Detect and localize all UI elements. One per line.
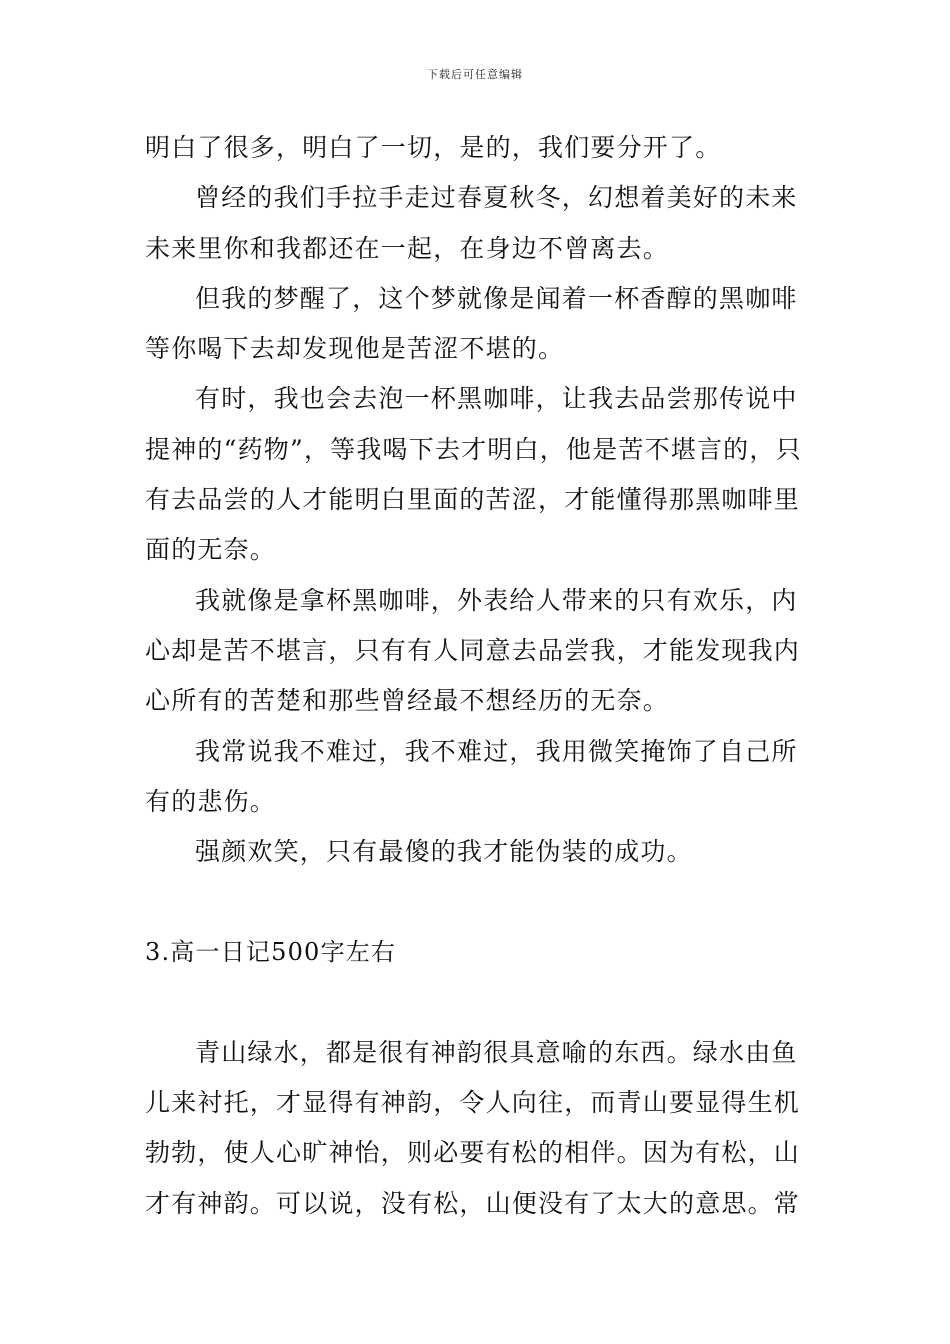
paragraph: 强颜欢笑，只有最傻的我才能伪装的成功。 <box>195 837 693 867</box>
document-body <box>145 123 810 1229</box>
paragraph: 我常说我不难过，我不难过，我用微笑掩饰了自己所有的悲伤。 <box>145 736 798 816</box>
section-heading: 3.高一日记500字左右 <box>145 938 397 967</box>
paragraph: 明白了很多，明白了一切，是的，我们要分开了。 <box>145 133 722 162</box>
paragraph: 曾经的我们手拉手走过春夏秋冬，幻想着美好的未来未来里你和我都还在一起，在身边不曾离去。 <box>145 183 798 263</box>
page-header: 下载后可任意编辑 <box>427 68 523 81</box>
paragraph: 但我的梦醒了，这个梦就像是闻着一杯香醇的黑咖啡等你喝下去却发现他是苦涩不堪的。 <box>145 283 798 364</box>
paragraph: 有时，我也会去泡一杯黑咖啡，让我去品尝那传说中提神的“药物”，等我喝下去才明白，他是苦不堪言的，只有去品尝的人才能明白里面的苦涩，才能懂得那黑咖啡里面的无奈。 <box>145 384 802 565</box>
paragraph: 我就像是拿杯黑咖啡，外表给人带来的只有欢乐，内心却是苦不堪言，只有有人同意去品尝我，才能发现我内心所有的苦楚和那些曾经最不想经历的无奈。 <box>145 585 801 716</box>
paragraph: 青山绿水，都是很有神韵很具意喻的东西。绿水由鱼儿来衬托，才显得有神韵，令人向往，而青山要显得生机勃勃，使人心旷神怡，则必要有松的相伴。因为有松，山才有神韵。可以说，没有松，山便没有了太大的意思。常 <box>145 1037 801 1218</box>
